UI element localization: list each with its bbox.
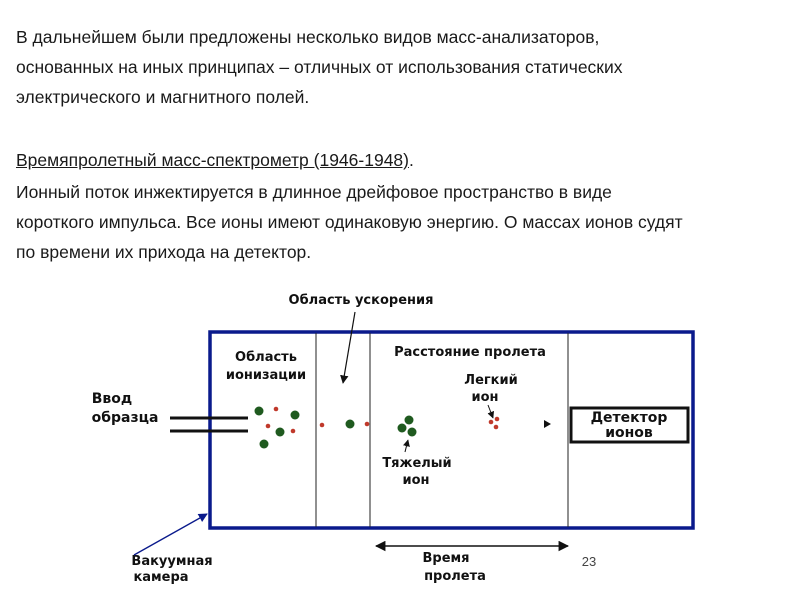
heavy-ion xyxy=(346,420,355,429)
heavy-ions-group xyxy=(255,407,417,449)
acceleration-pointer-arrow xyxy=(343,312,355,383)
section-subtitle-period: . xyxy=(408,150,414,170)
ionization-region-label-line2: ионизации xyxy=(225,368,307,383)
body-line: Ионный поток инжектируется в длинное дрейфовое пространство в виде xyxy=(16,182,612,202)
vacuum-chamber-pointer-arrow xyxy=(134,514,207,555)
light-ion xyxy=(489,420,494,425)
light-ions-group xyxy=(266,407,500,434)
light-ion xyxy=(320,423,325,428)
detector-label-line1: Детектор xyxy=(590,410,668,426)
sample-input-label-line2: образца xyxy=(91,410,159,426)
page-number: 23 xyxy=(581,554,597,569)
heavy-ion xyxy=(408,428,417,437)
flight-distance-label: Расстояние пролета xyxy=(394,345,546,360)
heavy-ion xyxy=(260,440,269,449)
detector-label-line2: ионов xyxy=(605,425,653,441)
vacuum-chamber-label-line2: камера xyxy=(133,570,189,585)
flight-time-label-line2: пролета xyxy=(424,569,486,584)
light-ion xyxy=(266,424,271,429)
body-line: по времени их прихода на детектор. xyxy=(16,242,312,262)
heavy-ion xyxy=(398,424,407,433)
light-ion-label-line1: Легкий xyxy=(464,373,518,388)
heavy-ion xyxy=(276,428,285,437)
light-ion xyxy=(365,422,370,427)
light-ion xyxy=(495,417,500,422)
intro-line: электрического и магнитного полей. xyxy=(16,87,310,107)
light-ion-pointer-arrow xyxy=(488,405,493,418)
section-subtitle: Времяпролетный масс-спектрометр (1946-1948) xyxy=(16,150,409,170)
ionization-region-label-line1: Область xyxy=(235,350,297,365)
flight-time-label-line1: Время xyxy=(422,551,470,566)
acceleration-region-label: Область ускорения xyxy=(288,293,434,308)
sample-input-label-line1: Ввод xyxy=(91,391,133,407)
light-ion xyxy=(274,407,279,412)
vacuum-chamber-label-line1: Вакуумная xyxy=(131,554,213,569)
heavy-ion-label-line2: ион xyxy=(402,473,430,488)
intro-line: В дальнейшем были предложены несколько видов масс-анализаторов, xyxy=(16,27,600,47)
ion-direction-arrowhead xyxy=(544,420,551,428)
heavy-ion xyxy=(405,416,414,425)
heavy-ion-pointer-arrow xyxy=(405,440,408,452)
intro-line: основанных на иных принципах – отличных от использования статических xyxy=(16,57,623,77)
heavy-ion xyxy=(291,411,300,420)
body-line: короткого импульса. Все ионы имеют одинаковую энергию. О массах ионов судят xyxy=(16,212,683,232)
heavy-ion xyxy=(255,407,264,416)
heavy-ion-label-line1: Тяжелый xyxy=(382,456,452,471)
light-ion xyxy=(291,429,296,434)
light-ion-label-line2: ион xyxy=(471,390,499,405)
light-ion xyxy=(494,425,499,430)
